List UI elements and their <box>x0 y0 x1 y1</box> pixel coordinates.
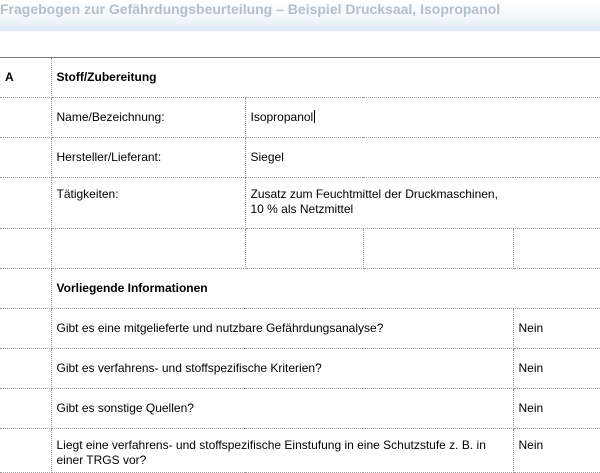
name-value: Isopropanol <box>250 110 314 124</box>
name-field[interactable] <box>245 98 600 138</box>
row-margin <box>0 389 51 429</box>
manufacturer-field[interactable]: Siegel <box>245 138 600 178</box>
empty-cell <box>0 229 51 269</box>
question-text: Gibt es sonstige Quellen? <box>51 389 513 429</box>
info-header-row <box>0 269 600 309</box>
name-label: Name/Bezeichnung: <box>51 98 245 138</box>
row-margin <box>0 269 51 309</box>
name-row <box>0 98 600 138</box>
row-margin <box>0 178 51 229</box>
row-margin <box>0 349 51 389</box>
activities-field[interactable] <box>245 178 600 229</box>
empty-cell[interactable] <box>513 229 600 269</box>
activities-line-1: Zusatz zum Feuchtmittel der Druckmaschinen, <box>250 187 498 201</box>
title-bar <box>0 0 600 31</box>
row-margin <box>0 429 51 473</box>
row-margin <box>0 138 51 178</box>
activities-line-2: 10 % als Netzmittel <box>250 202 354 216</box>
activities-label: Tätigkeiten: <box>51 178 245 229</box>
question-row <box>0 309 600 349</box>
question-text: Liegt eine verfahrens- und stoffspezifische Einstufung in eine Schutzstufe z. B. in einer TRGS vor? <box>51 429 513 473</box>
row-margin <box>0 309 51 349</box>
document-title: Fragebogen zur Gefährdungsbeurteilung – Beispiel Drucksaal, Isopropanol <box>0 1 501 17</box>
answer-field[interactable]: Nein <box>513 389 600 429</box>
text-cursor <box>314 110 315 123</box>
question-text: Gibt es verfahrens- und stoffspezifische Kriterien? <box>51 349 513 389</box>
question-row <box>0 349 600 389</box>
manufacturer-row <box>0 138 600 178</box>
answer-field[interactable]: Nein <box>513 349 600 389</box>
empty-cell[interactable] <box>363 229 513 269</box>
empty-row <box>0 229 600 269</box>
info-heading: Vorliegende Informationen <box>51 269 600 309</box>
question-row <box>0 429 600 473</box>
section-letter: A <box>0 58 51 98</box>
empty-cell[interactable] <box>245 229 363 269</box>
section-header-row <box>0 58 600 98</box>
question-row <box>0 389 600 429</box>
row-margin <box>0 98 51 138</box>
answer-field[interactable]: Nein <box>513 429 600 473</box>
activities-row <box>0 178 600 229</box>
section-heading: Stoff/Zubereitung <box>51 58 600 98</box>
questionnaire-table <box>0 57 600 473</box>
answer-field[interactable]: Nein <box>513 309 600 349</box>
empty-cell[interactable] <box>51 229 245 269</box>
manufacturer-label: Hersteller/Lieferant: <box>51 138 245 178</box>
question-text: Gibt es eine mitgelieferte und nutzbare Gefährdungsanalyse? <box>51 309 513 349</box>
